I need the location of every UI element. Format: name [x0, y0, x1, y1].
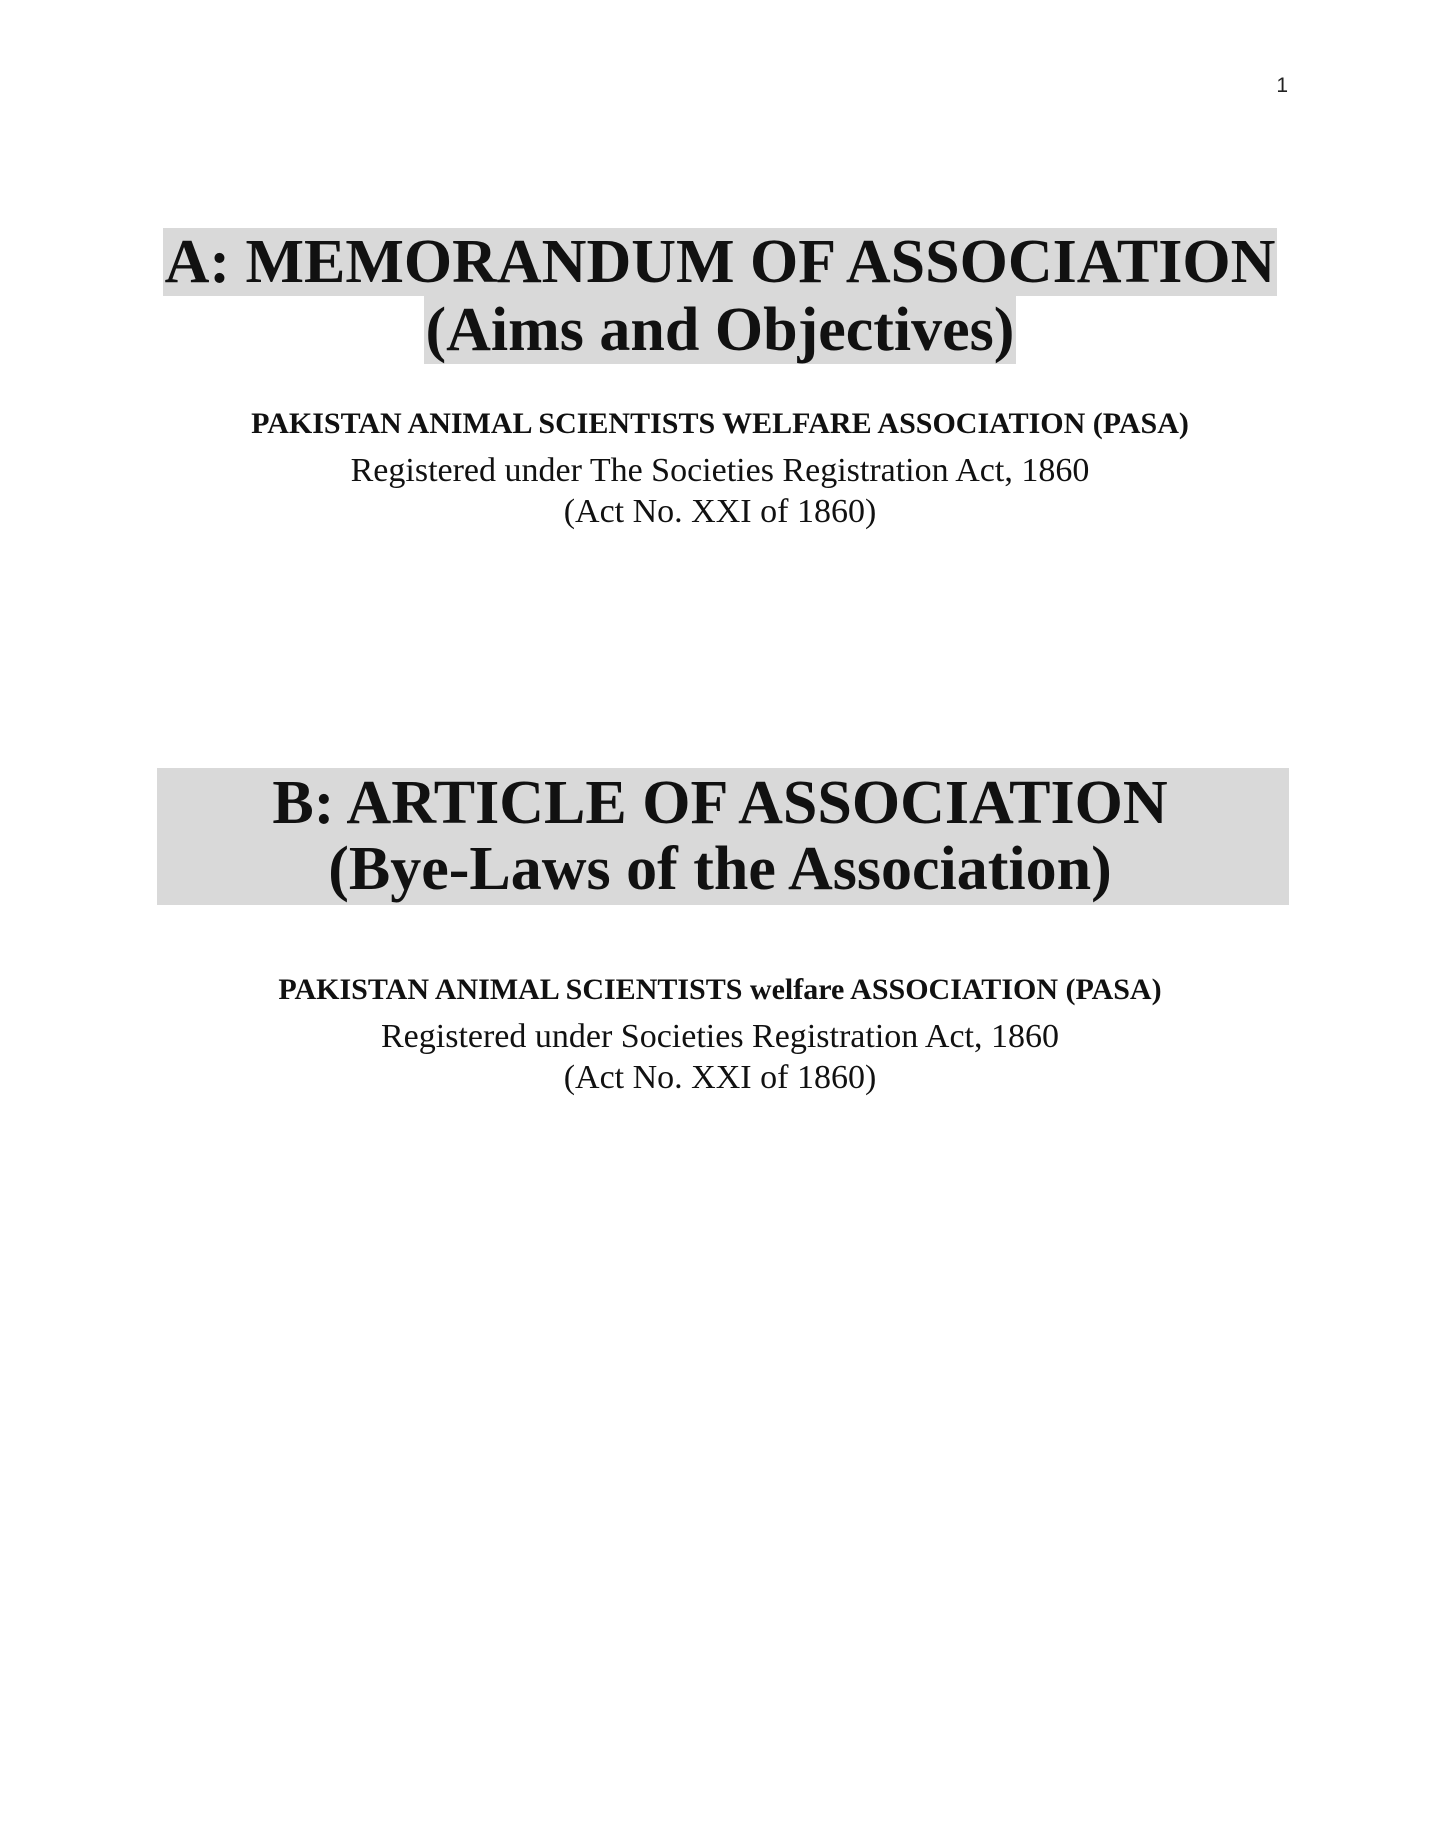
section-b-heading — [0, 770, 1440, 902]
section-a-subtitle: (Aims and Objectives) — [425, 296, 1015, 364]
section-b-subtitle: (Bye-Laws of the Association) — [328, 835, 1112, 903]
section-b-details — [0, 972, 1440, 1098]
section-a — [0, 228, 1440, 532]
section-a-act-number: (Act No. XXI of 1860) — [563, 493, 877, 530]
page-number: 1 — [1276, 74, 1288, 97]
section-b-org-name: PAKISTAN ANIMAL SCIENTISTS welfare ASSOCIATION (PASA) — [278, 973, 1162, 1006]
section-a-org-name: PAKISTAN ANIMAL SCIENTISTS WELFARE ASSOCIATION (PASA) — [251, 407, 1189, 440]
section-a-title-line — [0, 228, 1440, 296]
section-a-subtitle-line — [0, 296, 1440, 364]
section-a-title: A: MEMORANDUM OF ASSOCIATION — [164, 228, 1276, 296]
section-b-registration: Registered under Societies Registration Act, 1860 — [381, 1018, 1059, 1055]
section-b-act-number: (Act No. XXI of 1860) — [563, 1059, 877, 1096]
section-a-registration: Registered under The Societies Registration Act, 1860 — [350, 452, 1090, 489]
section-b-title: B: ARTICLE OF ASSOCIATION — [272, 769, 1168, 837]
